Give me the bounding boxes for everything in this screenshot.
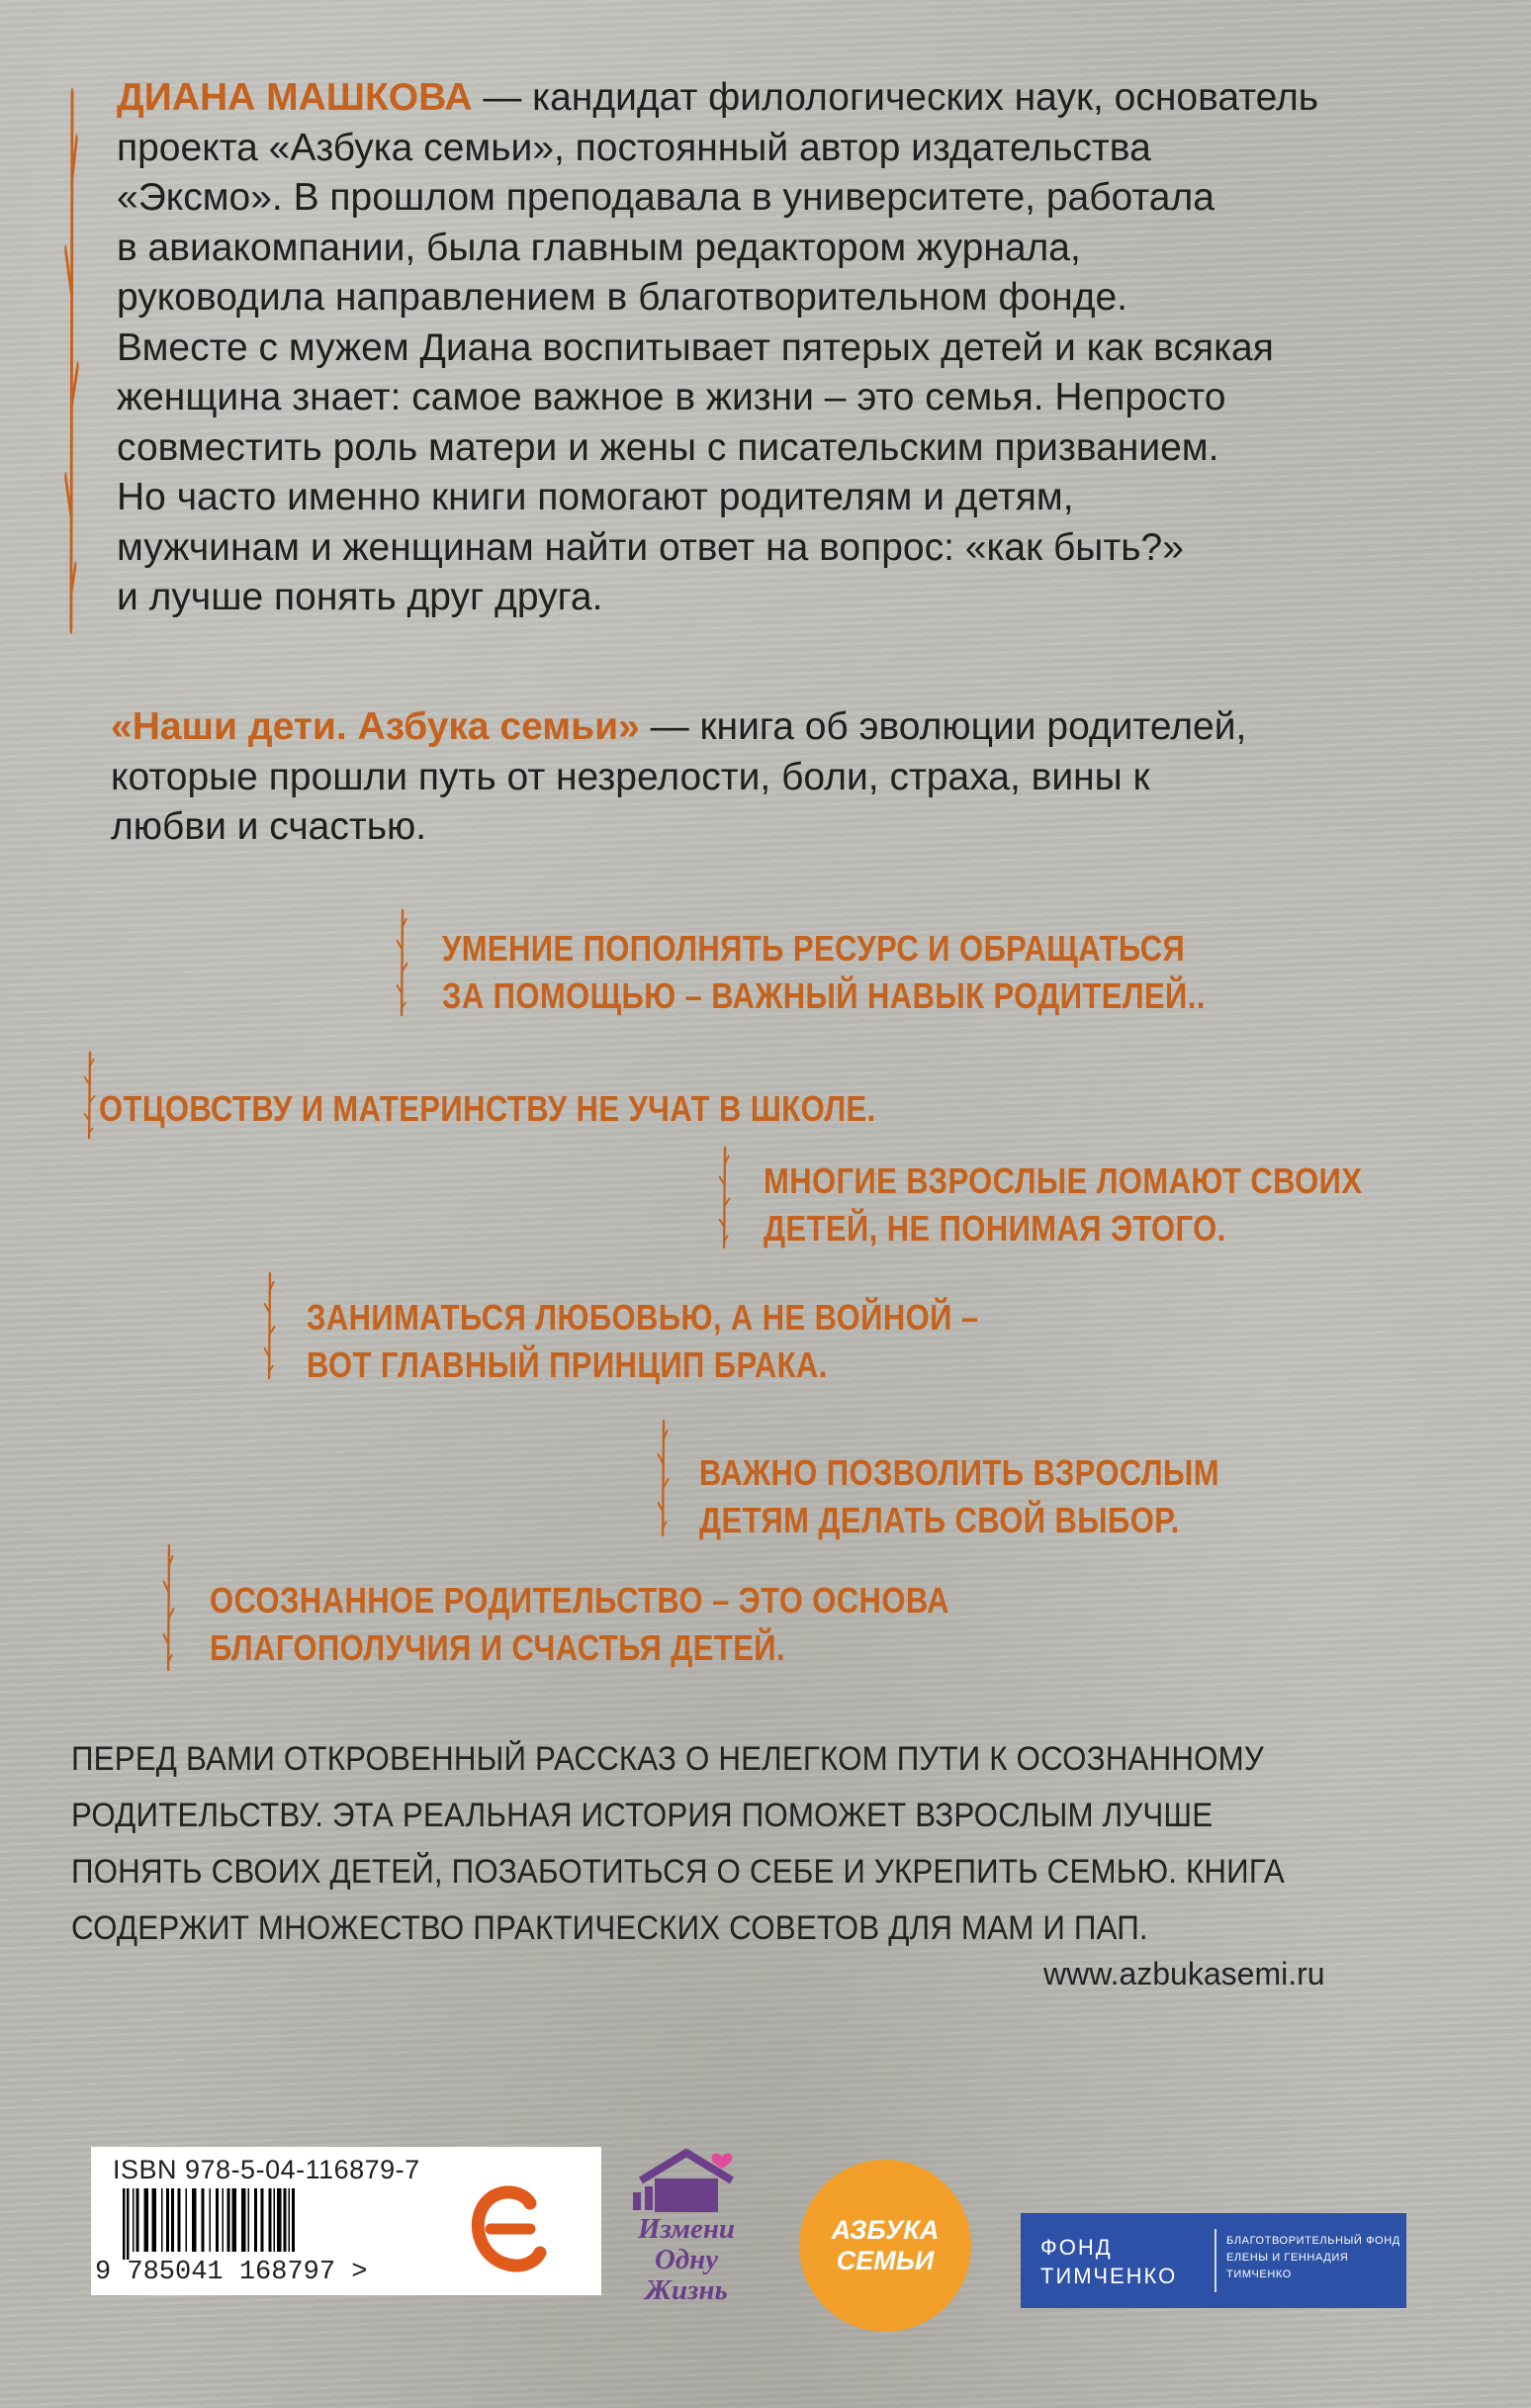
stick-ornament-icon — [394, 908, 411, 1017]
book-title: «Наши дети. Азбука семьи» — [111, 705, 640, 748]
barcode-digits: 9 785041 168797 > — [95, 2258, 368, 2287]
barcode-bars — [121, 2188, 467, 2260]
stick-ornament-icon — [261, 1271, 279, 1380]
stick-ornament-icon — [81, 1051, 99, 1140]
stick-ornament-icon — [655, 1419, 673, 1537]
house-heart-icon — [627, 2147, 746, 2214]
book-description-line: любви и счастью. — [111, 805, 427, 848]
author-name: ДИАНА МАШКОВА — [117, 76, 473, 119]
quote-1: УМЕНИЕ ПОПОЛНЯТЬ РЕСУРС И ОБРАЩАТЬСЯ ЗА ПОМОЩЬЮ – ВАЖНЫЙ НАВЫК РОДИТЕЛЕЙ.. — [442, 928, 1206, 1016]
quote-4: ЗАНИМАТЬСЯ ЛЮБОВЬЮ, А НЕ ВОЙНОЙ – ВОТ ГЛАВНЫЙ ПРИНЦИП БРАКА. — [307, 1297, 979, 1385]
quote-2: ОТЦОВСТВУ И МАТЕРИНСТВУ НЕ УЧАТ В ШКОЛЕ. — [99, 1088, 876, 1129]
author-bio-line: в авиакомпании, была главным редактором журнала, — [117, 226, 1081, 269]
quote-5: ВАЖНО ПОЗВОЛИТЬ ВЗРОСЛЫМ ДЕТЯМ ДЕЛАТЬ СВОЙ ВЫБОР. — [699, 1452, 1219, 1540]
author-bio-line: Но часто именно книги помогают родителям и детям, — [117, 476, 1074, 518]
author-bio-line: «Эксмо». В прошлом преподавала в университете, работала — [117, 176, 1215, 219]
isbn-number: ISBN 978-5-04-116879-7 — [113, 2155, 420, 2184]
stick-ornament-icon — [716, 1146, 734, 1250]
izmeni-logo: Измени Одну Жизнь — [617, 2147, 756, 2345]
stick-ornament-icon — [160, 1543, 178, 1672]
author-bio: ДИАНА МАШКОВА — кандидат филологических наук, основатель проекта «Азбука семьи», постоянный автор издательства «Эксмо». В прошлом преподавала в университете, работала в авиакомпании, была главным редактором журнала, руководила направлением в благотворительном фонде. Вместе с мужем Диана воспитывает пятерых детей и как всякая женщина знает: самое важное в жизни – это семья. Непросто совместить роль матери и жены с писательским призванием. Но часто именно книги помогают родителям и детям, мужчинам и женщинам найти ответ на вопрос: «как быть?» и лучше понять друг друга. — [117, 73, 1318, 623]
quote-3: МНОГИЕ ВЗРОСЛЫЕ ЛОМАЮТ СВОИХ ДЕТЕЙ, НЕ ПОНИМАЯ ЭТОГО. — [764, 1160, 1363, 1249]
book-description-line: которые прошли путь от незрелости, боли, страха, вины к — [111, 755, 1150, 798]
closing-text: ПЕРЕД ВАМИ ОТКРОВЕННЫЙ РАССКАЗ О НЕЛЕГКОМ ПУТИ К ОСОЗНАННОМУ РОДИТЕЛЬСТВУ. ЭТА РЕАЛЬНАЯ ИСТОРИЯ ПОМОЖЕТ ВЗРОСЛЫМ ЛУЧШЕ ПОНЯТЬ СВОИХ ДЕТЕЙ, ПОЗАБОТИТЬСЯ О СЕБЕ И УКРЕПИТЬ СЕМЬЮ. КНИГА СОДЕРЖИТ МНОЖЕСТВО ПРАКТИЧЕСКИХ СОВЕТОВ ДЛЯ МАМ И ПАП. — [71, 1740, 1285, 1947]
author-bio-line: руководила направлением в благотворительном фонде. — [117, 276, 1127, 319]
divider — [1215, 2229, 1216, 2292]
author-bio-line: мужчинам и женщинам найти ответ на вопрос: «как быть?» — [117, 525, 1184, 569]
author-bio-line: проекта «Азбука семьи», постоянный автор издательства — [117, 126, 1151, 169]
quote-6: ОСОЗНАННОЕ РОДИТЕЛЬСТВО – ЭТО ОСНОВА БЛАГОПОЛУЧИЯ И СЧАСТЬЯ ДЕТЕЙ. — [210, 1580, 949, 1668]
website-url[interactable]: www.azbukasemi.ru — [1043, 1956, 1325, 1991]
eksmo-logo-icon — [469, 2181, 548, 2276]
fond-timchenko-logo: ФОНД ТИМЧЕНКО БЛАГОТВОРИТЕЛЬНЫЙ ФОНД ЕЛЕНЫ И ГЕННАДИЯ ТИМЧЕНКО — [1021, 2213, 1406, 2308]
stick-ornament-icon — [61, 84, 83, 638]
azbuka-semi-logo: АЗБУКА СЕМЬИ — [799, 2160, 971, 2332]
author-bio-line: Вместе с мужем Диана воспитывает пятерых детей и как всякая — [117, 325, 1274, 369]
author-bio-line: женщина знает: самое важное в жизни – это семья. Непросто — [117, 376, 1226, 418]
author-bio-line: совместить роль матери и жены с писательским призванием. — [117, 425, 1219, 469]
book-description: «Наши дети. Азбука семьи» — книга об эволюции родителей, которые прошли путь от незрелости, боли, страха, вины к любви и счастью. — [111, 702, 1246, 853]
author-bio-line: и лучше понять друг друга. — [117, 576, 603, 618]
